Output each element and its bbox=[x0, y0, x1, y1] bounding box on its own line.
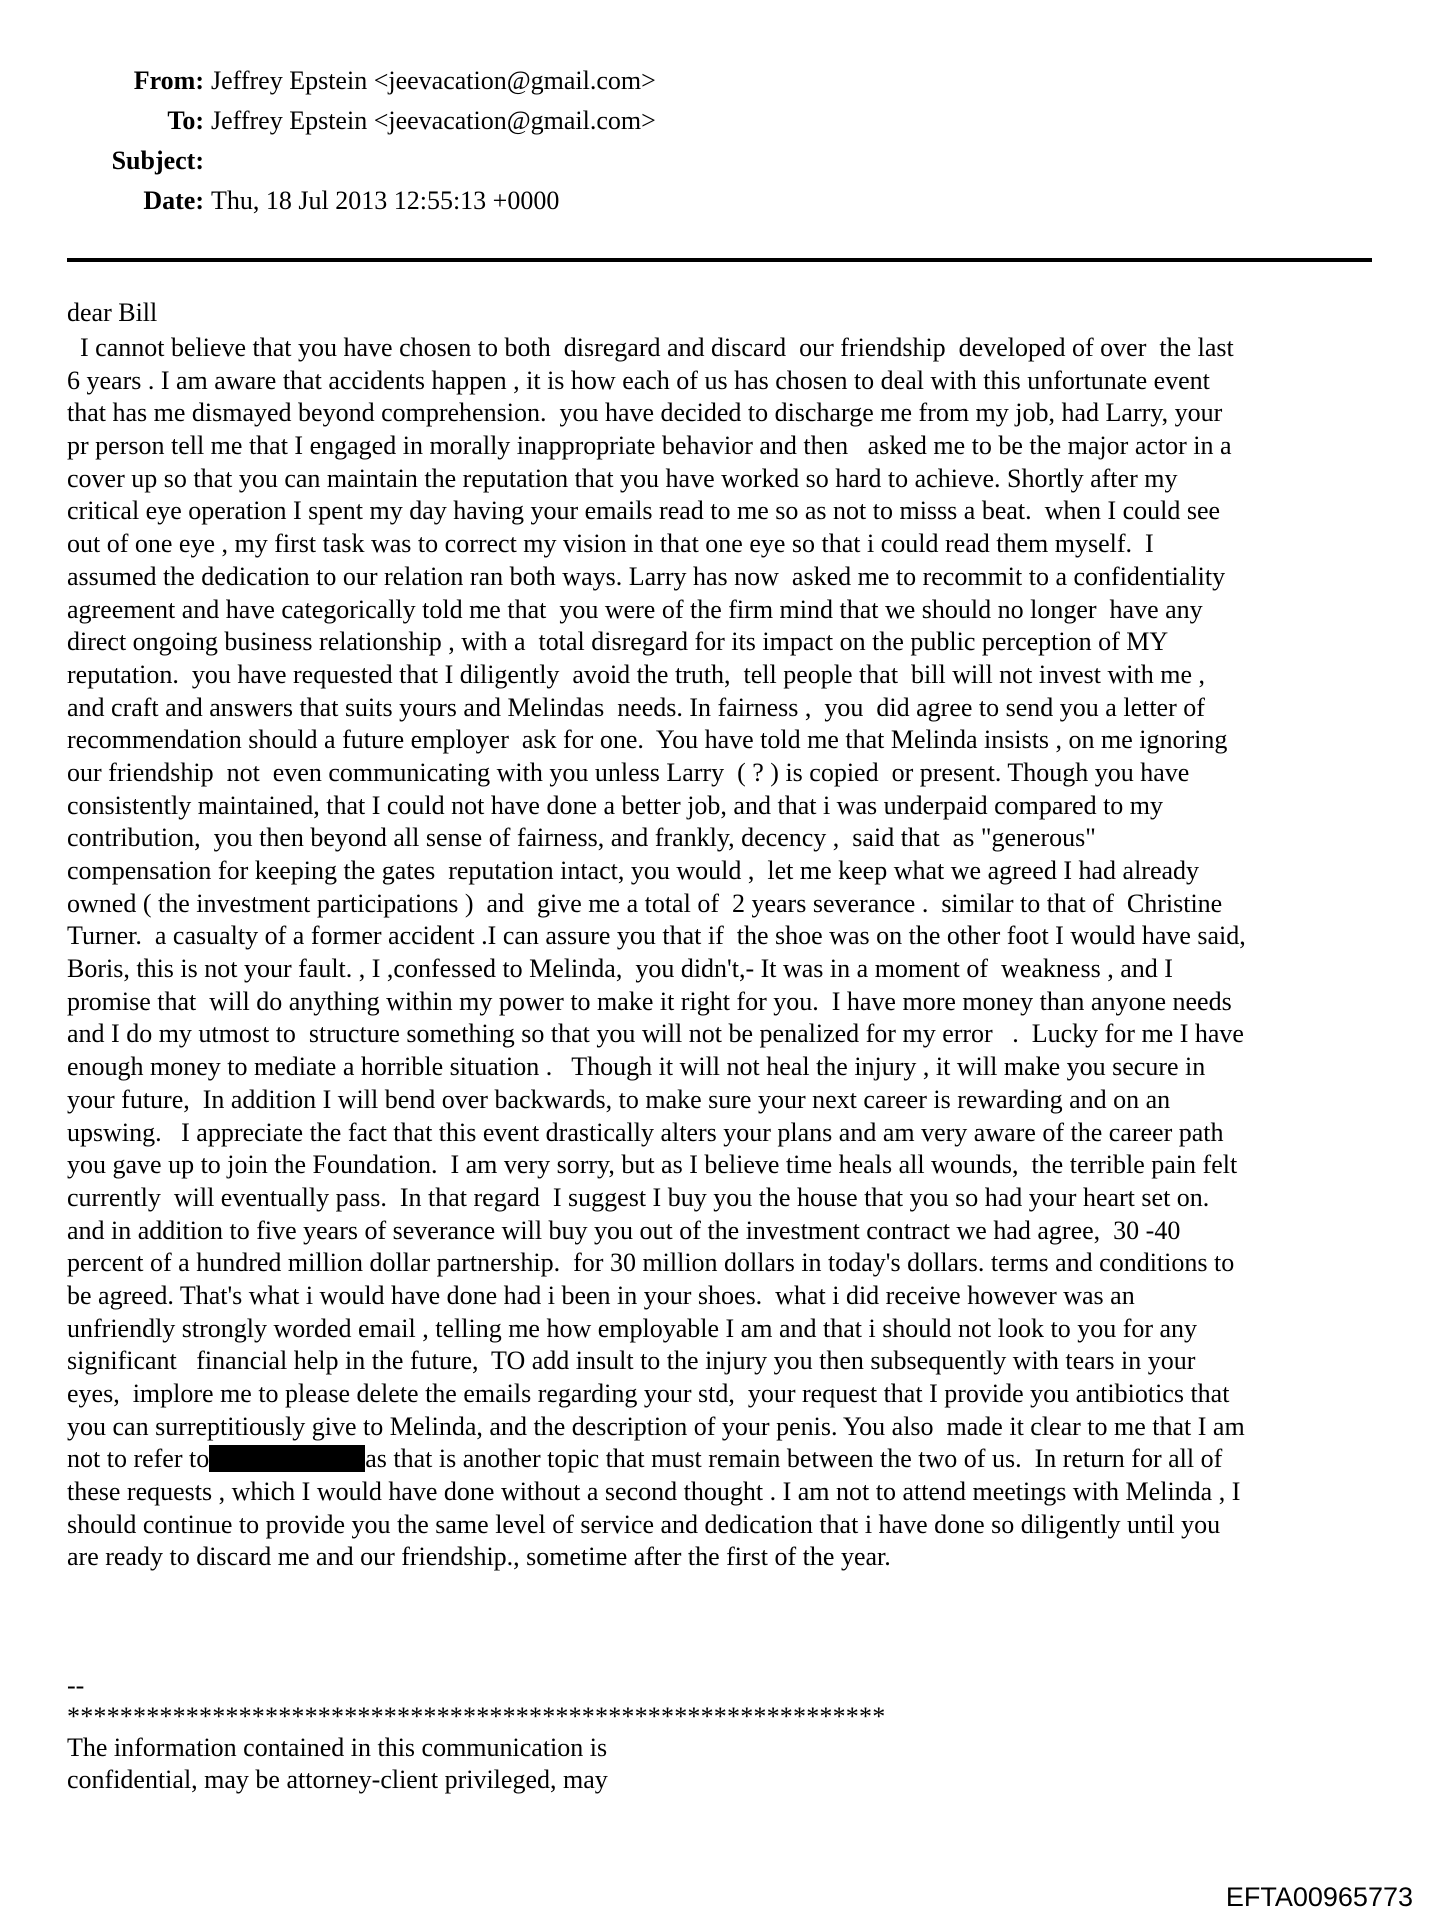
date-label: Date: bbox=[143, 186, 204, 215]
body-line: 6 years . I am aware that accidents happen , it is how each of us has chosen to deal with this unfortunate event bbox=[67, 365, 1210, 395]
date-value: Thu, 18 Jul 2013 12:55:13 +0000 bbox=[211, 186, 560, 215]
header-date-row bbox=[0, 181, 1456, 221]
body-line: compensation for keeping the gates reputation intact, you would , let me keep what we agreed I had already bbox=[67, 856, 1200, 885]
body-line: you can surreptitiously give to Melinda, and the description of your penis. You also made it clear to me that I am bbox=[67, 1411, 1245, 1441]
from-value: Jeffrey Epstein <jeevacation@gmail.com> bbox=[211, 66, 656, 95]
to-value: Jeffrey Epstein <jeevacation@gmail.com> bbox=[211, 106, 656, 135]
header-from-row bbox=[0, 61, 1456, 101]
body-line: I cannot believe that you have chosen to both disregard and discard our friendship developed of over the last bbox=[67, 333, 1234, 362]
body-line: contribution, you then beyond all sense of fairness, and frankly, decency , said that as "generous" bbox=[67, 823, 1096, 853]
body-line: reputation. you have requested that I diligently avoid the truth, tell people that bill will not invest with me , bbox=[67, 659, 1205, 689]
body-line: and craft and answers that suits yours and Melindas needs. In fairness , you did agree to send you a letter of bbox=[67, 692, 1205, 722]
body-line: upswing. I appreciate the fact that this event drastically alters your plans and am very aware of the career path bbox=[67, 1117, 1224, 1147]
body-line: be agreed. That's what i would have done had i been in your shoes. what i did receive however was an bbox=[67, 1280, 1135, 1310]
body-line: assumed the dedication to our relation ran both ways. Larry has now asked me to recommit to a confidentiality bbox=[67, 561, 1226, 591]
body-line: agreement and have categorically told me that you were of the firm mind that we should no longer have any bbox=[67, 594, 1203, 624]
body-line: Turner. a casualty of a former accident .I can assure you that if the shoe was on the other foot I would have said, bbox=[67, 921, 1246, 951]
to-label: To: bbox=[167, 106, 204, 135]
body-line: you gave up to join the Foundation. I am very sorry, but as I believe time heals all wounds, the terrible pain felt bbox=[67, 1150, 1238, 1180]
greeting: dear Bill bbox=[67, 298, 158, 327]
body-line: direct ongoing business relationship , with a total disregard for its impact on the public perception of MY bbox=[67, 627, 1169, 657]
confidentiality-line: The information contained in this communication is bbox=[67, 1733, 608, 1762]
confidentiality-line: confidential, may be attorney-client privileged, may bbox=[67, 1765, 608, 1794]
subject-label: Subject: bbox=[111, 146, 204, 175]
body-line: and in addition to five years of severance will buy you out of the investment contract we had agree, 30 -40 bbox=[67, 1215, 1181, 1245]
body-line: enough money to mediate a horrible situation . Though it will not heal the injury , it will make you secure in bbox=[67, 1052, 1206, 1082]
body-line: cover up so that you can maintain the reputation that you have worked so hard to achieve. Shortly after my bbox=[67, 463, 1178, 493]
body-line: should continue to provide you the same level of service and dedication that i have done so diligently until you bbox=[67, 1509, 1221, 1539]
signature-separator: -- bbox=[67, 1671, 85, 1700]
email-footer bbox=[67, 1670, 885, 1796]
body-line: and I do my utmost to structure something so that you will not be penalized for my error . Lucky for me I have bbox=[67, 1019, 1244, 1049]
body-line: that has me dismayed beyond comprehension. you have decided to discharge me from my job, had Larry, your bbox=[67, 398, 1223, 428]
body-line: your future, In addition I will bend over backwards, to make sure your next career is rewarding and on an bbox=[67, 1084, 1171, 1114]
bates-number: EFTA00965773 bbox=[1225, 1882, 1413, 1912]
body-line: these requests , which I would have done without a second thought . I am not to attend meetings with Melinda , I bbox=[67, 1477, 1241, 1507]
body-line: owned ( the investment participations ) and give me a total of 2 years severance . similar to that of Christine bbox=[67, 888, 1223, 918]
redacted-line-before: not to refer to bbox=[67, 1444, 210, 1474]
body-line: Boris, this is not your fault. , I ,confessed to Melinda, you didn't,- It was in a moment of weakness , and I bbox=[67, 954, 1173, 984]
body-line: critical eye operation I spent my day having your emails read to me so as not to misss a beat. when I could see bbox=[67, 496, 1221, 526]
header-to-row bbox=[0, 101, 1456, 141]
body-line: currently will eventually pass. In that regard I suggest I buy you the house that you so had your heart set on. bbox=[67, 1182, 1210, 1212]
redaction-box bbox=[209, 1445, 365, 1472]
body-line: consistently maintained, that I could not have done a better job, and that i was underpaid compared to my bbox=[67, 790, 1164, 820]
body-line: significant financial help in the future, TO add insult to the injury you then subsequently with tears in your bbox=[67, 1346, 1196, 1376]
body-line: pr person tell me that I engaged in morally inappropriate behavior and then asked me to be the major actor in a bbox=[67, 431, 1232, 461]
header-subject-row bbox=[0, 141, 1456, 181]
body-line: our friendship not even communicating with you unless Larry ( ? ) is copied or present. Though you have bbox=[67, 757, 1190, 787]
body-line: promise that will do anything within my power to make it right for you. I have more money than anyone needs bbox=[67, 986, 1232, 1016]
header-divider bbox=[67, 258, 1372, 262]
email-body bbox=[67, 332, 1246, 1574]
body-line: out of one eye , my first task was to correct my vision in that one eye so that i could read them myself. I bbox=[67, 529, 1154, 559]
asterisk-divider: ************************************************************** bbox=[67, 1702, 886, 1731]
from-label: From: bbox=[133, 66, 204, 95]
body-line: eyes, implore me to please delete the emails regarding your std, your request that I provide you antibiotics that bbox=[67, 1379, 1230, 1408]
body-line: recommendation should a future employer ask for one. You have told me that Melinda insists , on me ignoring bbox=[67, 725, 1228, 755]
redacted-line-after: as that is another topic that must remain between the two of us. In return for all of bbox=[365, 1444, 1223, 1474]
body-line-redacted bbox=[67, 1443, 1246, 1476]
body-line: are ready to discard me and our friendship., sometime after the first of the year. bbox=[67, 1542, 891, 1572]
body-line: percent of a hundred million dollar partnership. for 30 million dollars in today's dollars. terms and conditions to bbox=[67, 1248, 1235, 1278]
body-line: unfriendly strongly worded email , telling me how employable I am and that i should not look to you for any bbox=[67, 1313, 1198, 1343]
